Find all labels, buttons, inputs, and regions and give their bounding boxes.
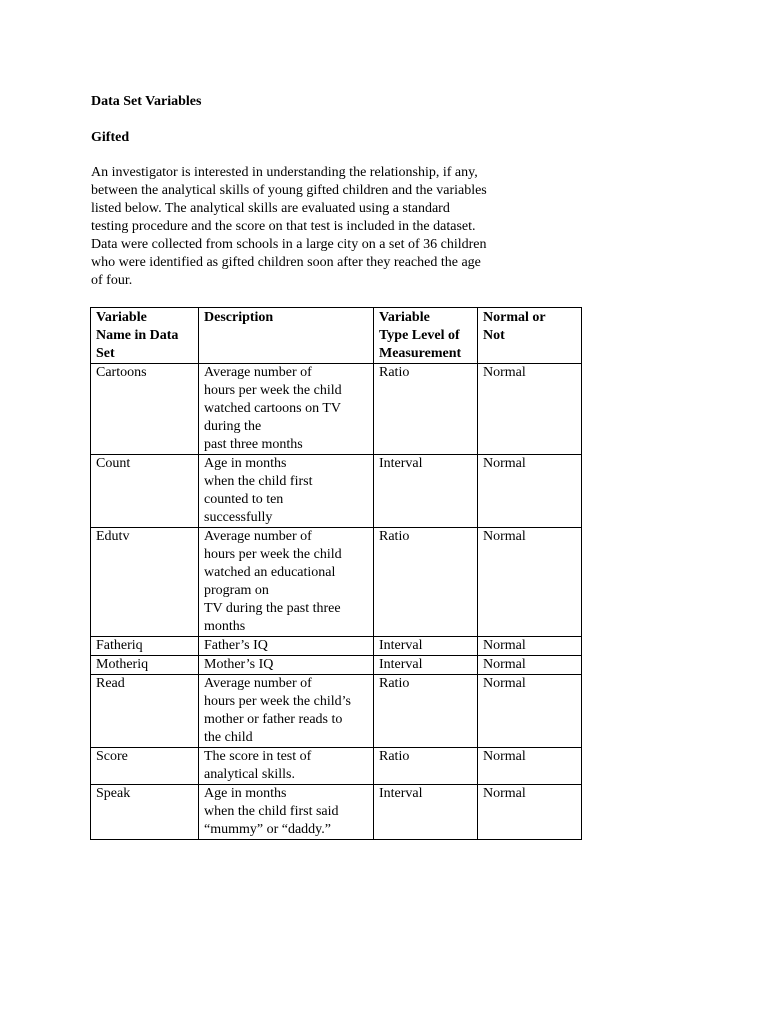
header-normality: Normal or Not: [478, 308, 582, 364]
description-line: watched cartoons on TV: [204, 401, 341, 416]
table-row: [91, 656, 582, 675]
variable-name-cell: Count: [91, 455, 199, 528]
description-line: when the child first: [204, 474, 313, 489]
variable-name-cell: Motheriq: [91, 656, 199, 675]
description-line: analytical skills.: [204, 767, 295, 782]
measurement-level-cell: Ratio: [374, 364, 478, 455]
description-line: hours per week the child: [204, 383, 342, 398]
description-line: TV during the past three: [204, 601, 341, 616]
description-line: counted to ten: [204, 492, 284, 507]
intro-line: testing procedure and the score on that test is included in the dataset.: [91, 219, 476, 234]
description-line: mother or father reads to: [204, 712, 343, 727]
description-cell: [199, 675, 374, 748]
description-cell: [199, 748, 374, 785]
description-line: past three months: [204, 437, 303, 452]
description-cell: [199, 455, 374, 528]
normality-cell: Normal: [478, 675, 582, 748]
description-cell: [199, 528, 374, 637]
table-header-row: [91, 308, 582, 364]
normality-cell: Normal: [478, 528, 582, 637]
header-variable-name: Variable Name in Data Set: [91, 308, 199, 364]
measurement-level-cell: Ratio: [374, 748, 478, 785]
intro-line: Data were collected from schools in a large city on a set of 36 children: [91, 237, 487, 252]
variable-name-cell: Cartoons: [91, 364, 199, 455]
description-line: the child: [204, 730, 253, 745]
header-description: Description: [199, 308, 374, 364]
description-line: Age in months: [204, 456, 287, 471]
description-line: when the child first said: [204, 804, 339, 819]
description-line: Mother’s IQ: [204, 657, 274, 672]
table-row: [91, 455, 582, 528]
table-row: [91, 637, 582, 656]
table-row: [91, 528, 582, 637]
intro-line: between the analytical skills of young gifted children and the variables: [91, 183, 487, 198]
normality-cell: Normal: [478, 785, 582, 840]
description-line: Age in months: [204, 786, 287, 801]
variable-name-cell: Speak: [91, 785, 199, 840]
measurement-level-cell: Ratio: [374, 675, 478, 748]
dataset-name-heading: Gifted: [91, 130, 130, 145]
table-row: [91, 748, 582, 785]
intro-line: of four.: [91, 273, 133, 288]
variable-name-cell: Score: [91, 748, 199, 785]
measurement-level-cell: Ratio: [374, 528, 478, 637]
normality-cell: Normal: [478, 656, 582, 675]
measurement-level-cell: Interval: [374, 656, 478, 675]
normality-cell: Normal: [478, 637, 582, 656]
description-line: The score in test of: [204, 749, 312, 764]
normality-cell: Normal: [478, 364, 582, 455]
description-line: hours per week the child’s: [204, 694, 351, 709]
description-line: during the: [204, 419, 262, 434]
description-line: hours per week the child: [204, 547, 342, 562]
table-row: [91, 675, 582, 748]
measurement-level-cell: Interval: [374, 455, 478, 528]
measurement-level-cell: Interval: [374, 785, 478, 840]
table-row: [91, 364, 582, 455]
intro-line: who were identified as gifted children soon after they reached the age: [91, 255, 481, 270]
table-row: [91, 785, 582, 840]
description-cell: [199, 637, 374, 656]
table-body: [91, 364, 582, 840]
description-line: months: [204, 619, 246, 634]
description-line: Father’s IQ: [204, 638, 268, 653]
header-measurement-level: Variable Type Level of Measurement: [374, 308, 478, 364]
description-cell: [199, 364, 374, 455]
document-title: Data Set Variables: [91, 94, 202, 109]
description-line: Average number of: [204, 365, 312, 380]
intro-paragraph: [91, 164, 531, 290]
description-line: Average number of: [204, 676, 312, 691]
intro-line: An investigator is interested in understanding the relationship, if any,: [91, 165, 478, 180]
normality-cell: Normal: [478, 748, 582, 785]
variable-name-cell: Read: [91, 675, 199, 748]
measurement-level-cell: Interval: [374, 637, 478, 656]
variable-name-cell: Fatheriq: [91, 637, 199, 656]
variables-table: [90, 307, 582, 840]
variable-name-cell: Edutv: [91, 528, 199, 637]
intro-line: listed below. The analytical skills are evaluated using a standard: [91, 201, 450, 216]
description-line: program on: [204, 583, 269, 598]
description-line: watched an educational: [204, 565, 336, 580]
description-line: successfully: [204, 510, 273, 525]
description-cell: [199, 656, 374, 675]
description-cell: [199, 785, 374, 840]
description-line: Average number of: [204, 529, 312, 544]
description-line: “mummy” or “daddy.”: [204, 822, 331, 837]
normality-cell: Normal: [478, 455, 582, 528]
